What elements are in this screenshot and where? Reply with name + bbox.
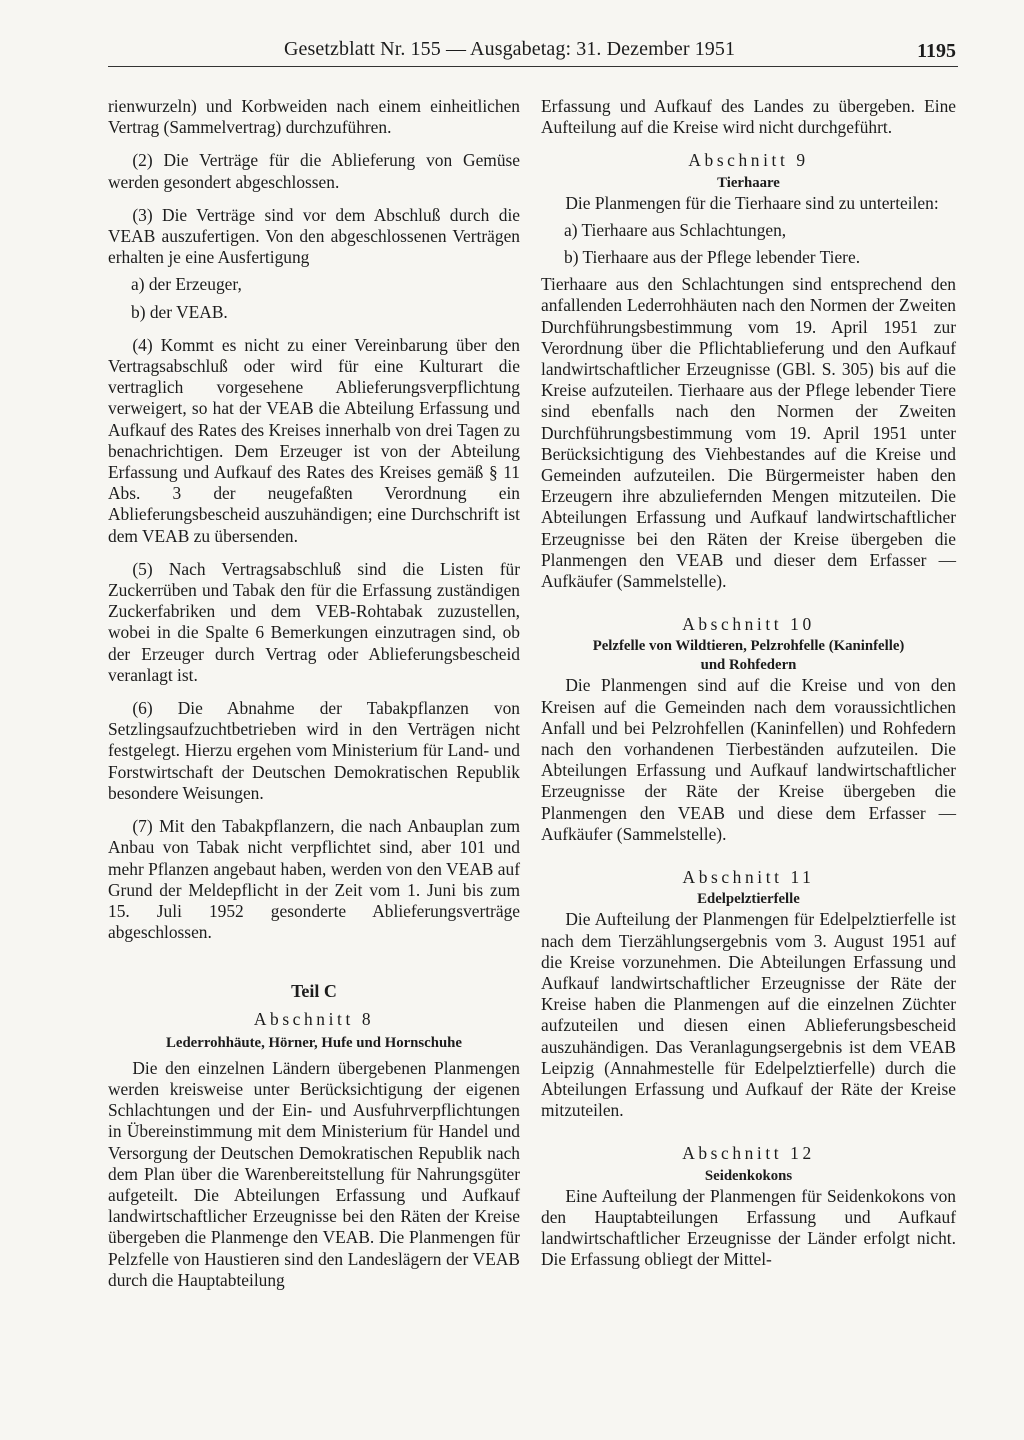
section-9-heading: Abschnitt 9 xyxy=(688,150,809,171)
paragraph-continuation-right: Erfassung und Aufkauf des Landes zu übergeben. Eine Aufteilung auf die Kreise wird nicht durchgeführt. xyxy=(541,96,956,138)
section-9-text: Tierhaare aus den Schlachtungen sind entsprechend den anfallenden Lederrohhäuten nach den Normen der Zweiten Durchführungsbestimmung vom 19. April 1951 zur Verordnung über die Pflichtablieferung und den Aufkauf landwirtschaftlicher Erzeugnisse (GBl. S. 305) bis auf die Kreise aufzuteilen. Tierhaare aus der Pflege lebender Tiere sind ebenfalls nach den Normen der Zweiten Durchführungsbestimmung vom 19. April 1951 unter Berücksichtigung des Viehbestandes auf die Kreise und Gemeinden aufzuteilen. Die Bürgermeister haben den Erzeugern ihre abzuliefernden Mengen mitzuteilen. Die Abteilungen Erfassung und Aufkauf landwirtschaftlicher Erzeugnisse bei den Räten der Kreise übergeben die Planmengen den VEAB und dieser dem Erfasser — Aufkäufer (Sammelstelle). xyxy=(541,274,956,592)
section-8-title: Lederrohhäute, Hörner, Hufe und Hornschuhe xyxy=(166,1034,462,1051)
section-10-title-line-1: Pelzfelle von Wildtieren, Pelzrohfelle (Kaninfelle) xyxy=(592,638,905,655)
section-11-text: Die Aufteilung der Planmengen für Edelpelztierfelle ist nach dem Tierzählungsergebnis vom 3. August 1951 auf die Kreise vorzunehmen. Die Abteilungen Erfassung und Aufkauf landwirtschaftlicher Erzeugnisse der Räte der Kreise haben die Planmengen auf die einzelnen Züchter aufzuteilen und diesen einen Ablieferungsbescheid auszuhändigen. Das Veranlagungsergebnis ist dem VEAB Leipzig (Annahmestelle für Edelpelztierfelle) durch die Abteilungen Erfassung und Aufkauf der Räte der Kreise mitzuteilen. xyxy=(541,909,956,1121)
page-number: 1195 xyxy=(917,40,956,62)
right-column xyxy=(541,96,956,1270)
section-10-title-line-2: und Rohfedern xyxy=(700,657,797,674)
paragraph-6: (6) Die Abnahme der Tabakpflanzen von Setzlingsaufzuchtbetrieben wird in den Verträgen nicht festgelegt. Hierzu ergehen vom Ministerium für Land- und Forstwirtschaft der Deutschen Demokratischen Republik besondere Weisungen. xyxy=(108,698,520,803)
section-9-list-a: a) Tierhaare aus Schlachtungen, xyxy=(564,219,787,240)
paragraph-continuation: rienwurzeln) und Korbweiden nach einem einheitlichen Vertrag (Sammelvertrag) durchzuführen. xyxy=(108,96,520,138)
section-9-title: Tierhaare xyxy=(717,174,780,191)
paragraph-2: (2) Die Verträge für die Ablieferung von Gemüse werden gesondert abgeschlossen. xyxy=(108,150,520,192)
header-title: Gesetzblatt Nr. 155 — Ausgabetag: 31. Dezember 1951 xyxy=(284,38,736,60)
paragraph-5: (5) Nach Vertragsabschluß sind die Listen für Zuckerrüben und Tabak den für die Erfassung zuständigen Zuckerfabriken und dem VEB-Rohtabak zuzustellen, wobei in die Spalte 6 Bemerkungen einzutragen sind, ob der Erzeuger durch Vertrag oder Ablieferungsbescheid veranlagt ist. xyxy=(108,558,520,685)
section-11-title: Edelpelztierfelle xyxy=(697,891,800,908)
header-rule xyxy=(108,66,958,67)
section-10-text: Die Planmengen sind auf die Kreise und von den Kreisen auf die Gemeinden nach dem voraussichtlichen Anfall und bei Pelzrohfellen (Kaninfellen) und Rohfedern nach den vorhandenen Tierbeständen aufzuteilen. Die Abteilungen Erfassung und Aufkauf landwirtschaftlicher Erzeugnisse der Räte der Kreise übergeben die Planmengen den VEAB und diese dem Erfasser — Aufkäufer (Sammelstelle). xyxy=(541,675,956,844)
section-10-heading: Abschnitt 10 xyxy=(682,614,815,635)
section-9-list-b: b) Tierhaare aus der Pflege lebender Tiere. xyxy=(564,247,861,268)
section-12-title: Seidenkokons xyxy=(704,1167,793,1184)
paragraph-4: (4) Kommt es nicht zu einer Vereinbarung über den Vertragsabschluß oder wird für eine Kulturart die vertraglich vorgesehene Ablieferungsverpflichtung verweigert, so hat der VEAB die Abteilung Erfassung und Aufkauf des Rates des Kreises innerhalb von drei Tagen zu benachrichtigen. Dem Erzeuger ist von der Abteilung Erfassung und Aufkauf des Rates des Kreises gemäß § 11 Abs. 3 der neugefaßten Verordnung ein Ablieferungsbescheid auszuhändigen; eine Durchschrift ist dem VEAB zu übersenden. xyxy=(108,334,520,546)
section-9-intro: Die Planmengen für die Tierhaare sind zu unterteilen: xyxy=(565,192,939,213)
left-column xyxy=(108,96,520,1291)
section-8-text: Die den einzelnen Ländern übergebenen Planmengen werden kreisweise unter Berücksichtigung der eigenen Schlachtungen und der Ein- und Ausfuhrverpflichtungen in Übereinstimmung mit dem Ministerium für Handel und Versorgung der Deutschen Demokratischen Republik nach dem Plan über die Warenbereitstellung für Nahrungsgüter aufgeteilt. Die Abteilungen Erfassung und Aufkauf landwirtschaftlicher Erzeugnisse bei den Räten der Kreise übergeben die Planmenge den VEAB. Die Planmengen für Pelzfelle von Haustieren sind den Landeslägern der VEAB durch die Hauptabteilung xyxy=(108,1057,520,1290)
paragraph-3: (3) Die Verträge sind vor dem Abschluß durch die VEAB auszufertigen. Von den abgeschlossenen Verträgen erhalten je eine Ausfertigung xyxy=(108,204,520,268)
section-11-heading: Abschnitt 11 xyxy=(682,867,815,888)
section-8-heading: Abschnitt 8 xyxy=(253,1008,375,1029)
list-item-b: b) der VEAB. xyxy=(131,301,228,322)
section-12-text: Eine Aufteilung der Planmengen für Seidenkokons von den Hauptabteilungen Erfassung und Aufkauf landwirtschaftlicher Erzeugnisse der Länder erfolgt nicht. Die Erfassung obliegt der Mittel- xyxy=(541,1185,956,1270)
paragraph-7: (7) Mit den Tabakpflanzern, die nach Anbauplan zum Anbau von Tabak nicht verpflichtet sind, aber 101 und mehr Pflanzen angebaut haben, werden von den VEAB auf Grund der Meldepflicht in der Zeit vom 1. Juni bis zum 15. Juli 1952 gesonderte Ablieferungsverträge abgeschlossen. xyxy=(108,816,520,943)
part-heading: Teil C xyxy=(291,981,337,1002)
list-item-a: a) der Erzeuger, xyxy=(131,274,242,295)
section-12-heading: Abschnitt 12 xyxy=(682,1143,815,1164)
page-header xyxy=(0,38,1024,66)
